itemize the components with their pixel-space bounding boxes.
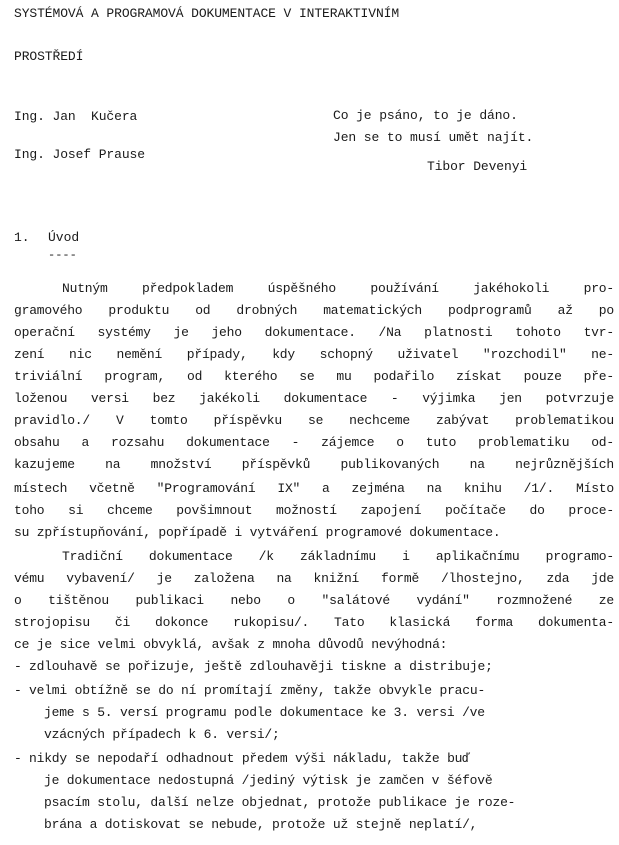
paragraph-1-line: triviální program, od kterého se mu podařilo získat pouze pře- xyxy=(14,369,614,384)
section-title-underline: ---- xyxy=(48,248,77,262)
paragraph-2-line: o tištěnou publikaci nebo o "salátové vydání" rozmnožené ze xyxy=(14,593,614,608)
motto-line-2: Jen se to musí umět najít. xyxy=(333,130,534,145)
paragraph-1-line: obsahu a rozsahu dokumentace - zájemce o tuto problematiku od- xyxy=(14,435,614,450)
bullet-item-2-line: vzácných případech k 6. versi/; xyxy=(44,727,280,742)
bullet-item-1-line: zdlouhavě se pořizuje, ještě zdlouhavěji tiskne a distribuje; xyxy=(29,659,493,674)
author-1: Ing. Jan Kučera xyxy=(14,109,138,124)
paragraph-1-line: gramového produktu od drobných matematických podprogramů až po xyxy=(14,303,614,318)
paragraph-2-line: ce je sice velmi obvyklá, avšak z mnoha důvodů nevýhodná: xyxy=(14,637,448,652)
paragraph-1-line: pravidlo./ V tomto příspěvku se nechceme zabývat problematikou xyxy=(14,413,614,428)
bullet-marker: - xyxy=(14,683,22,698)
bullet-item-3-line: brána a dotiskovat se nebude, protože už stejně neplatí/, xyxy=(44,817,478,832)
paragraph-1-line: loženou versi bez jakékoli dokumentace - výjimka jen potvrzuje xyxy=(14,391,614,406)
document-title-line-1: SYSTÉMOVÁ A PROGRAMOVÁ DOKUMENTACE V INTERAKTIVNÍM xyxy=(14,6,400,21)
paragraph-1-line: zení nic nemění případy, kdy schopný uživatel "rozchodil" ne- xyxy=(14,347,614,362)
paragraph-2-line: Tradiční dokumentace /k základnímu i aplikačnímu programo- xyxy=(62,549,614,564)
bullet-item-2-line: jeme s 5. versí programu podle dokumentace ke 3. versi /ve xyxy=(44,705,485,720)
bullet-marker: - xyxy=(14,659,22,674)
motto-author: Tibor Devenyi xyxy=(427,159,528,174)
paragraph-2-line: strojopisu či dokonce rukopisu/. Tato klasická forma dokumenta- xyxy=(14,615,614,630)
bullet-item-3-line: je dokumentace nedostupná /jediný výtisk je zamčen v šéfově xyxy=(44,773,493,788)
bullet-marker: - xyxy=(14,751,22,766)
paragraph-1-line: Nutným předpokladem úspěšného používání jakéhokoli pro- xyxy=(62,281,614,296)
paragraph-1-line: su zpřístupňování, popřípadě i vytváření programové dokumentace. xyxy=(14,525,501,540)
bullet-item-2-line: velmi obtížně se do ní promítají změny, takže obvykle pracu- xyxy=(29,683,486,698)
paragraph-1-line: operační systémy je jeho dokumentace. /Na platnosti tohoto tvr- xyxy=(14,325,614,340)
bullet-item-3-line: psacím stolu, další nelze objednat, protože publikace je roze- xyxy=(44,795,516,810)
section-title: Úvod xyxy=(48,230,80,245)
bullet-item-3-line: nikdy se nepodaří odhadnout předem výši nákladu, takže buď xyxy=(29,751,470,766)
section-number: 1. xyxy=(14,230,30,245)
paragraph-1-line: místech včetně "Programování IX" a zejména na knihu /1/. Místo xyxy=(14,481,614,496)
paragraph-1-line: toho si chceme povšimnout možností zapojení počítače do proce- xyxy=(14,503,614,518)
paragraph-1-line: kazujeme na množství příspěvků publikovaných na nejrůznějších xyxy=(14,457,614,472)
document-title-line-2: PROSTŘEDÍ xyxy=(14,49,84,64)
author-2: Ing. Josef Prause xyxy=(14,147,145,162)
motto-line-1: Co je psáno, to je dáno. xyxy=(333,108,518,123)
paragraph-2-line: vému vybavení/ je založena na knižní formě /lhostejno, zda jde xyxy=(14,571,614,586)
